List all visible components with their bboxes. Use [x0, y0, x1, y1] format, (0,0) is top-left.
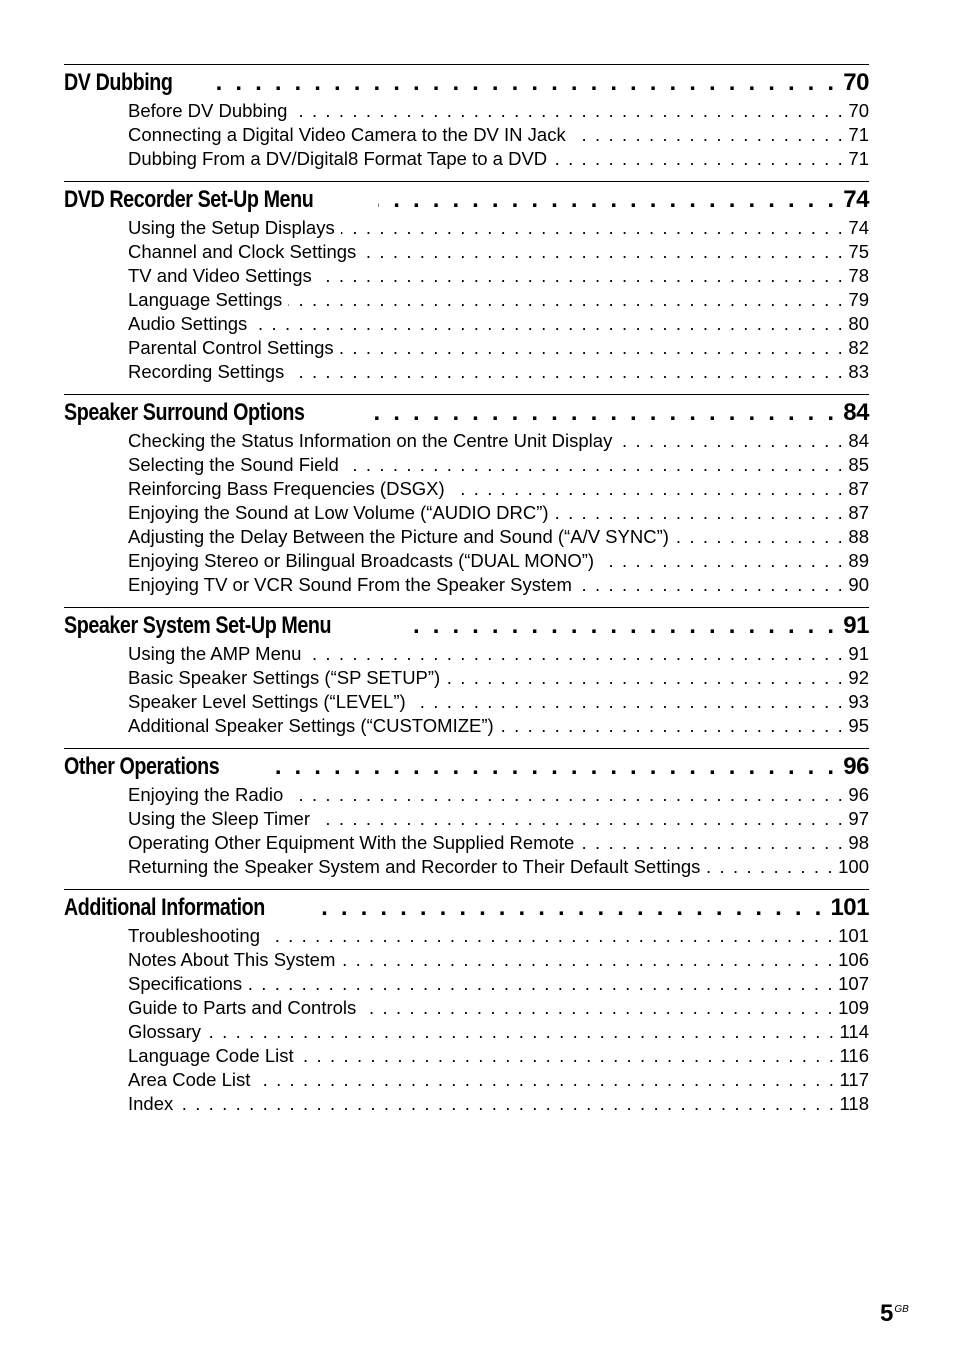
- dot-leader: [253, 314, 844, 335]
- toc-entry[interactable]: [128, 782, 869, 806]
- toc-entry[interactable]: [128, 359, 869, 383]
- entry-label: Enjoying the Sound at Low Volume (“AUDIO DRC”): [128, 502, 549, 523]
- entry-page: 89: [848, 550, 869, 571]
- dot-leader: [367, 399, 837, 427]
- entry-page: 90: [848, 574, 869, 595]
- entry-page: 95: [848, 715, 869, 736]
- page-number-value: 5: [880, 1300, 894, 1327]
- entry-page: 71: [848, 124, 869, 145]
- entry-label: Specifications: [128, 973, 243, 994]
- toc-section: [64, 181, 869, 383]
- dot-leader: [290, 362, 844, 383]
- entry-label: Guide to Parts and Controls: [128, 997, 357, 1018]
- entry-list: [64, 97, 869, 170]
- toc-entry[interactable]: [128, 476, 869, 500]
- page-number-suffix: GB: [894, 1304, 909, 1315]
- entry-label: Using the Sleep Timer: [128, 808, 311, 829]
- section-page: 101: [830, 894, 869, 921]
- dot-leader: [451, 479, 845, 500]
- entry-page: 80: [848, 313, 869, 334]
- toc-section: [64, 607, 869, 737]
- section-heading[interactable]: [64, 65, 869, 97]
- toc-entry[interactable]: [128, 215, 869, 239]
- entry-label: Operating Other Equipment With the Supplied Remote: [128, 832, 575, 853]
- entry-page: 91: [848, 643, 869, 664]
- entry-page: 114: [839, 1021, 869, 1042]
- entry-label: Using the Setup Displays: [128, 217, 335, 238]
- entry-label: Returning the Speaker System and Recorder to Their Default Settings: [128, 856, 701, 877]
- dot-leader: [307, 644, 844, 665]
- entry-label: Index: [128, 1093, 174, 1114]
- entry-page: 71: [848, 148, 869, 169]
- section-heading[interactable]: [64, 395, 869, 427]
- section-page: 70: [843, 69, 869, 96]
- entry-page: 100: [838, 856, 869, 877]
- entry-page: 79: [848, 289, 869, 310]
- dot-leader: [345, 455, 845, 476]
- dot-leader: [378, 186, 837, 214]
- toc-entry[interactable]: [128, 287, 869, 311]
- toc-entry[interactable]: [128, 947, 869, 971]
- section-page: 91: [843, 612, 869, 639]
- dot-leader: [340, 338, 845, 359]
- toc-entry[interactable]: [128, 146, 869, 170]
- toc-entry[interactable]: [128, 689, 869, 713]
- dot-leader: [179, 1094, 835, 1115]
- entry-page: 93: [848, 691, 869, 712]
- entry-page: 78: [848, 265, 869, 286]
- entry-label: Enjoying the Radio: [128, 784, 284, 805]
- toc-section: [64, 889, 869, 1115]
- dot-leader: [206, 69, 837, 97]
- dot-leader: [266, 926, 834, 947]
- dot-leader: [412, 692, 845, 713]
- toc-entry[interactable]: [128, 548, 869, 572]
- toc-section: [64, 394, 869, 596]
- entry-page: 92: [848, 667, 869, 688]
- dot-leader: [580, 833, 844, 854]
- dot-leader: [578, 575, 845, 596]
- toc-section: [64, 64, 869, 170]
- toc-entry[interactable]: [128, 311, 869, 335]
- dot-leader: [400, 612, 838, 640]
- dot-leader: [319, 894, 824, 922]
- entry-list: [64, 781, 869, 878]
- entry-label: Language Code List: [128, 1045, 294, 1066]
- toc-section: [64, 748, 869, 878]
- section-title: Additional Information: [64, 894, 265, 921]
- entry-label: Checking the Status Information on the Centre Unit Display: [128, 430, 613, 451]
- toc-entry[interactable]: [128, 335, 869, 359]
- toc-entry[interactable]: [128, 806, 869, 830]
- entry-page: 84: [848, 430, 869, 451]
- toc-entry[interactable]: [128, 665, 869, 689]
- dot-leader: [555, 503, 845, 524]
- entry-page: 83: [848, 361, 869, 382]
- dot-leader: [362, 998, 834, 1019]
- section-title: DVD Recorder Set-Up Menu: [64, 186, 314, 213]
- toc-entry[interactable]: [128, 995, 869, 1019]
- entry-label: Notes About This System: [128, 949, 336, 970]
- entry-label: Selecting the Sound Field: [128, 454, 339, 475]
- entry-page: 97: [848, 808, 869, 829]
- section-page: 84: [843, 399, 869, 426]
- entry-page: 70: [848, 100, 869, 121]
- dot-leader: [318, 266, 845, 287]
- entry-page: 82: [848, 337, 869, 358]
- dot-leader: [256, 1070, 835, 1091]
- entry-label: Channel and Clock Settings: [128, 241, 357, 262]
- section-page: 74: [843, 186, 869, 213]
- section-heading[interactable]: [64, 182, 869, 214]
- entry-label: Troubleshooting: [128, 925, 260, 946]
- toc-entry[interactable]: [128, 1067, 869, 1091]
- toc-entry[interactable]: [128, 713, 869, 737]
- dot-leader: [289, 785, 844, 806]
- section-title: Other Operations: [64, 753, 220, 780]
- entry-page: 109: [838, 997, 869, 1018]
- page-number: [880, 1300, 909, 1328]
- entry-page: 106: [838, 949, 869, 970]
- dot-leader: [446, 668, 844, 689]
- dot-leader: [500, 716, 845, 737]
- entry-label: Using the AMP Menu: [128, 643, 302, 664]
- section-heading[interactable]: [64, 749, 869, 781]
- toc-entry[interactable]: [128, 854, 869, 878]
- entry-label: Reinforcing Bass Frequencies (DSGX): [128, 478, 445, 499]
- toc-entry[interactable]: [128, 524, 869, 548]
- entry-page: 117: [839, 1069, 869, 1090]
- dot-leader: [675, 527, 845, 548]
- section-page: 96: [843, 753, 869, 780]
- toc-entry[interactable]: [128, 239, 869, 263]
- toc-entry[interactable]: [128, 641, 869, 665]
- dot-leader: [553, 149, 844, 170]
- dot-leader: [572, 125, 845, 146]
- section-heading[interactable]: [64, 608, 869, 640]
- table-of-contents: [64, 64, 869, 1126]
- toc-entry[interactable]: [128, 263, 869, 287]
- toc-entry[interactable]: [128, 572, 869, 596]
- entry-label: Recording Settings: [128, 361, 285, 382]
- toc-entry[interactable]: [128, 98, 869, 122]
- dot-leader: [362, 242, 844, 263]
- entry-label: Before DV Dubbing: [128, 100, 288, 121]
- toc-entry[interactable]: [128, 923, 869, 947]
- entry-label: Area Code List: [128, 1069, 251, 1090]
- section-title: DV Dubbing: [64, 69, 173, 96]
- dot-leader: [300, 1046, 836, 1067]
- entry-label: Parental Control Settings: [128, 337, 334, 358]
- entry-label: Language Settings: [128, 289, 283, 310]
- entry-label: Connecting a Digital Video Camera to the DV IN Jack: [128, 124, 566, 145]
- toc-entry[interactable]: [128, 452, 869, 476]
- entry-label: TV and Video Settings: [128, 265, 312, 286]
- entry-page: 101: [838, 925, 869, 946]
- toc-entry[interactable]: [128, 1091, 869, 1115]
- dot-leader: [293, 101, 844, 122]
- entry-list: [64, 922, 869, 1115]
- dot-leader: [706, 857, 834, 878]
- dot-leader: [341, 950, 834, 971]
- dot-leader: [618, 431, 844, 452]
- section-title: Speaker System Set-Up Menu: [64, 612, 332, 639]
- entry-page: 118: [839, 1093, 869, 1114]
- toc-entry[interactable]: [128, 428, 869, 452]
- entry-label: Adjusting the Delay Between the Picture and Sound (“A/V SYNC”): [128, 526, 669, 547]
- dot-leader: [316, 809, 844, 830]
- entry-page: 87: [848, 502, 869, 523]
- entry-page: 107: [838, 973, 869, 994]
- entry-page: 116: [839, 1045, 869, 1066]
- dot-leader: [263, 753, 837, 781]
- dot-leader: [600, 551, 844, 572]
- entry-list: [64, 427, 869, 596]
- entry-page: 87: [848, 478, 869, 499]
- dot-leader: [341, 218, 845, 239]
- entry-label: Enjoying Stereo or Bilingual Broadcasts (“DUAL MONO”): [128, 550, 595, 571]
- entry-page: 74: [848, 217, 869, 238]
- entry-label: Speaker Level Settings (“LEVEL”): [128, 691, 406, 712]
- entry-list: [64, 640, 869, 737]
- entry-label: Audio Settings: [128, 313, 248, 334]
- entry-label: Glossary: [128, 1021, 201, 1042]
- entry-label: Enjoying TV or VCR Sound From the Speaker System: [128, 574, 572, 595]
- entry-page: 96: [848, 784, 869, 805]
- dot-leader: [248, 974, 834, 995]
- entry-page: 75: [848, 241, 869, 262]
- entry-page: 88: [848, 526, 869, 547]
- toc-entry[interactable]: [128, 971, 869, 995]
- entry-label: Basic Speaker Settings (“SP SETUP”): [128, 667, 441, 688]
- entry-page: 98: [848, 832, 869, 853]
- dot-leader: [207, 1022, 836, 1043]
- entry-page: 85: [848, 454, 869, 475]
- entry-label: Additional Speaker Settings (“CUSTOMIZE”): [128, 715, 494, 736]
- entry-list: [64, 214, 869, 383]
- section-heading[interactable]: [64, 890, 869, 922]
- toc-entry[interactable]: [128, 1019, 869, 1043]
- toc-entry[interactable]: [128, 830, 869, 854]
- dot-leader: [288, 290, 844, 311]
- toc-entry[interactable]: [128, 1043, 869, 1067]
- entry-label: Dubbing From a DV/Digital8 Format Tape to a DVD: [128, 148, 548, 169]
- section-title: Speaker Surround Options: [64, 399, 305, 426]
- toc-entry[interactable]: [128, 500, 869, 524]
- toc-entry[interactable]: [128, 122, 869, 146]
